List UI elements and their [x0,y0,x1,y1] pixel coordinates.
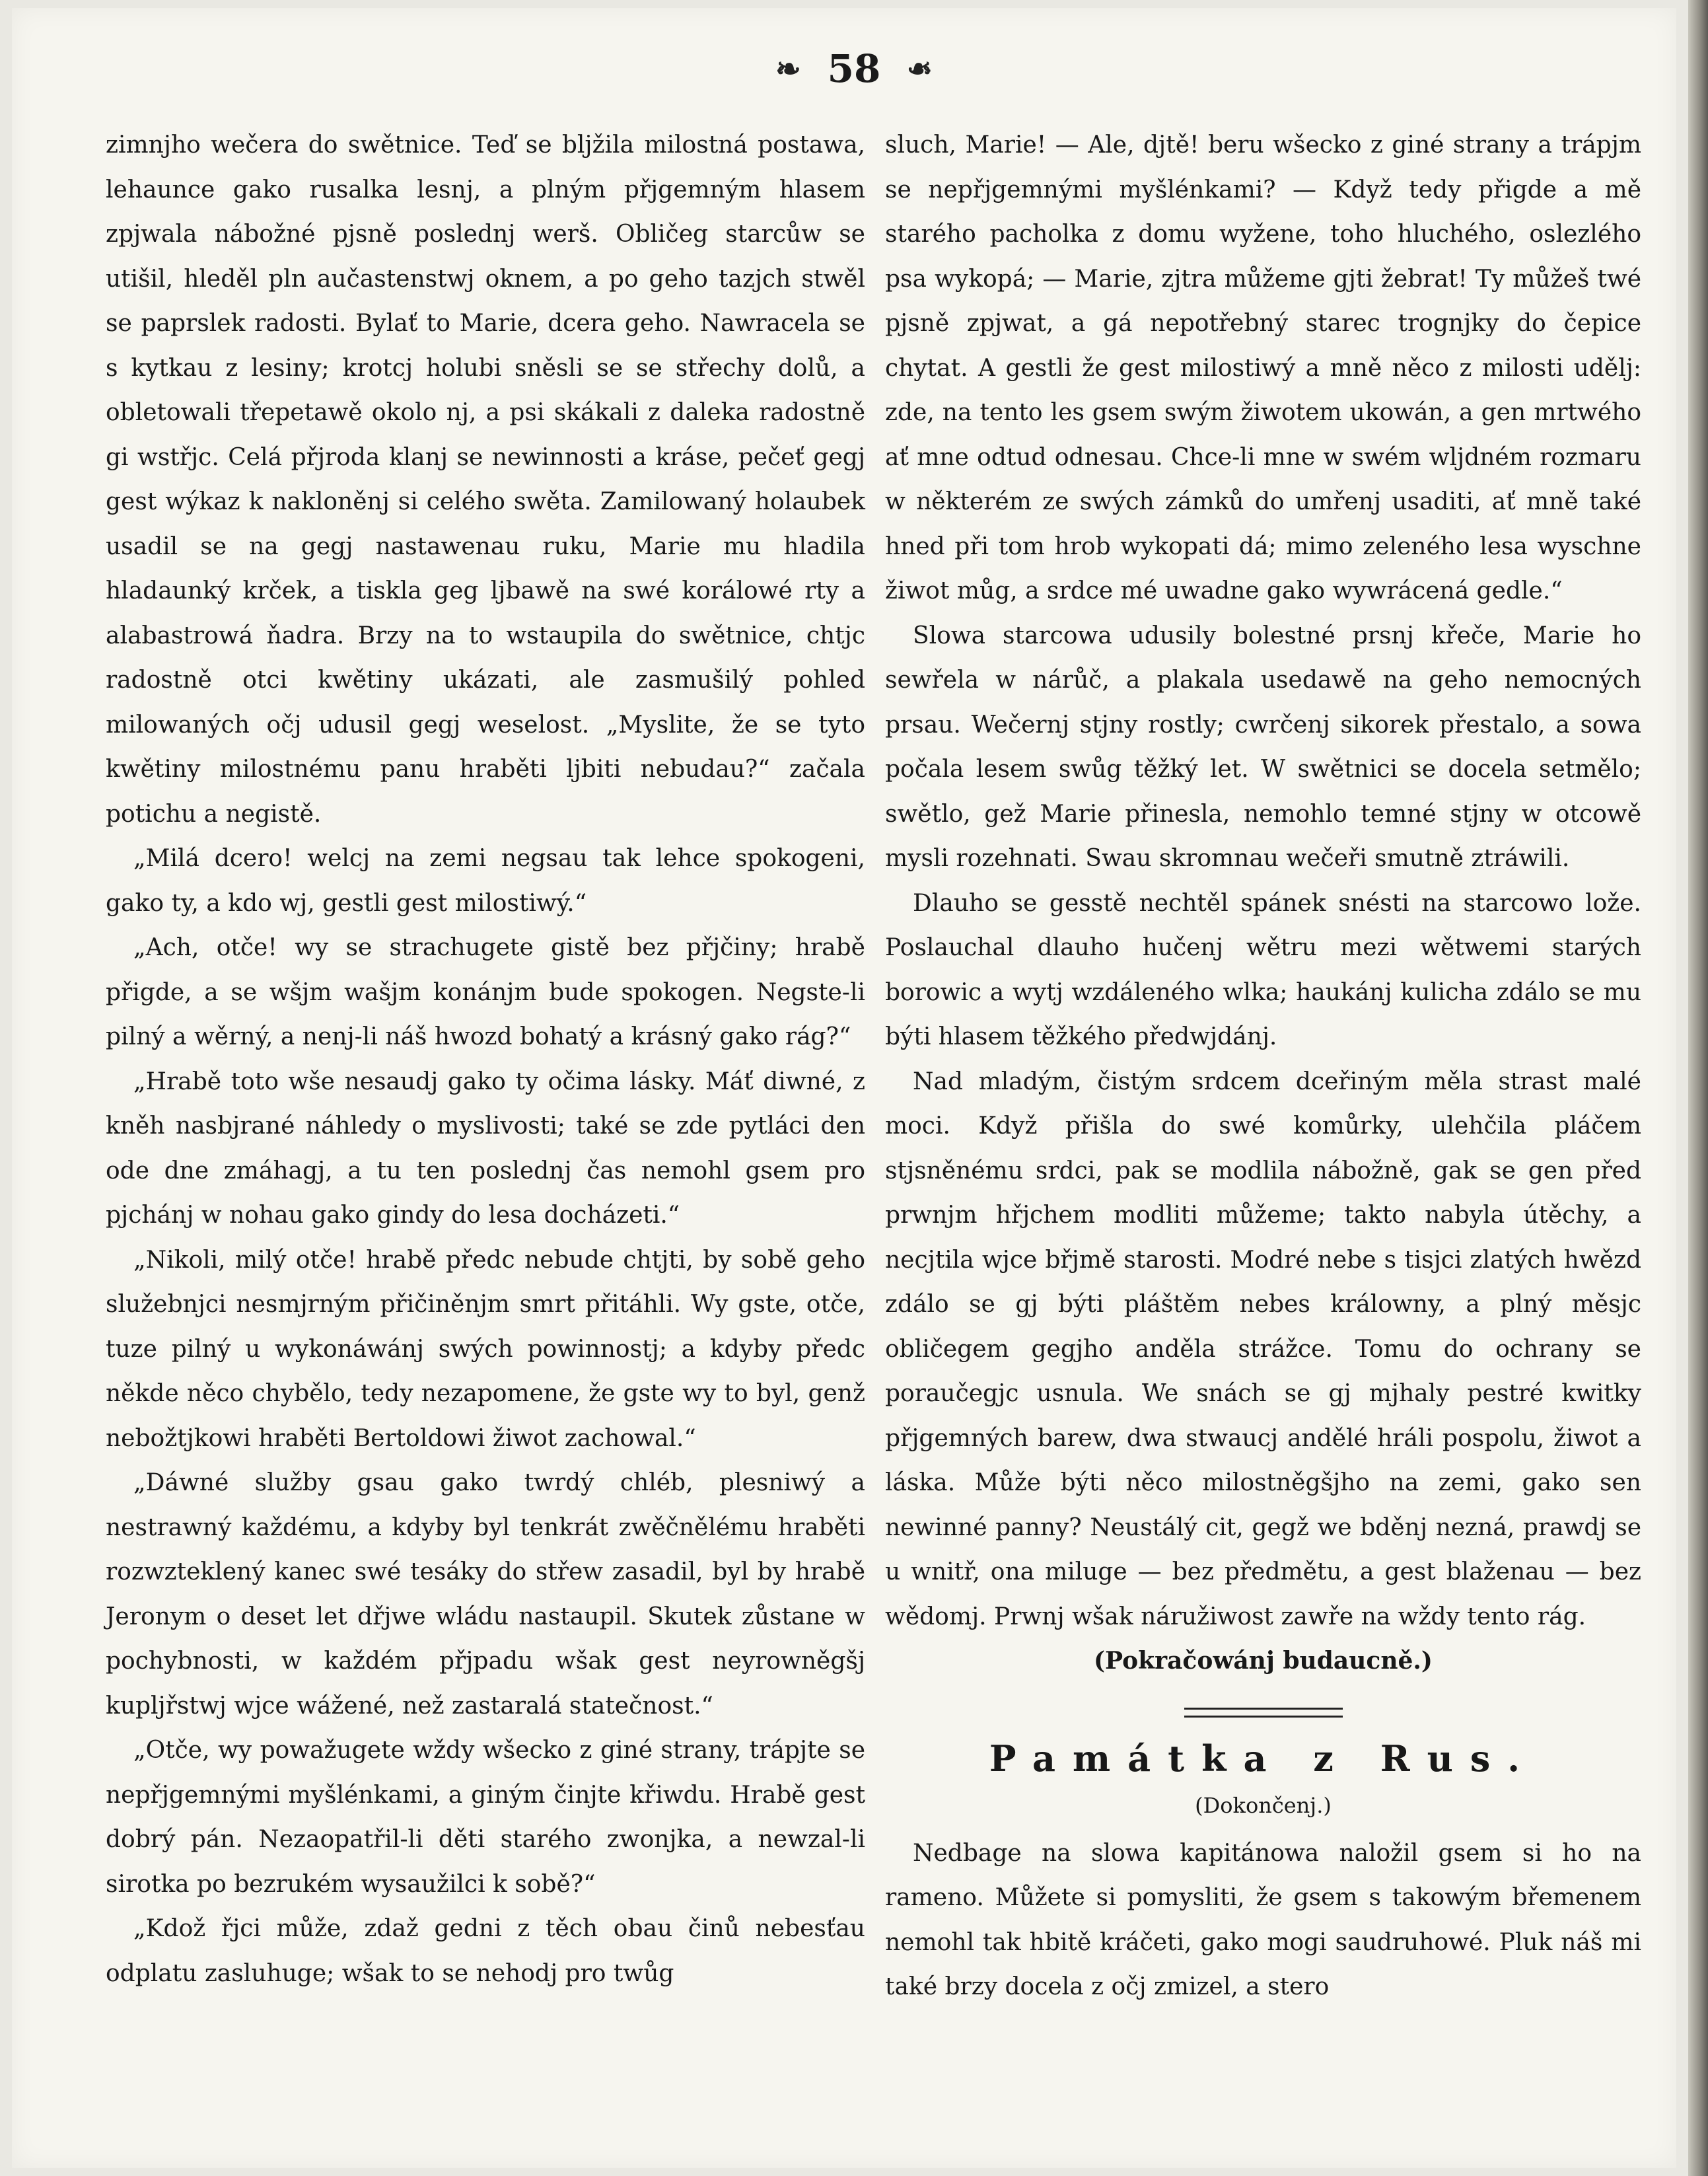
paragraph: sluch, Marie! — Ale, djtě! beru wšecko z giné strany a trápjm se nepřjgemnými myšlénkami? — Když tedy přigde a mě starého pacholka z domu wyžene, toho hluchého, oslezlého psa wykopá; — Marie, zjtra můžeme gjti žebrat! Ty můžeš twé pjsně zpjwat, a gá nepotřebný starec trognjky do čepice chytat. A gestli že gest milostiwý a mně něco z milosti udělj: zde, na tento les gsem swým žiwotem ukowán, a gen mrtwého ať mne odtud odnesau. Chce-li mne w swém wljdném rozmaru w některém ze swých zámků do umřenj usaditi, ať mně také hned při tom hrob wykopati dá; mimo zeleného lesa wyschne žiwot můg, a srdce mé uwadne gako wywrácená gedle.“ [885,131,1641,604]
section-divider [1184,1708,1343,1718]
page-header [0,46,1708,91]
section-title: Památka z Rus. [989,1737,1538,1780]
paragraph: „Milá dcero! welcj na zemi negsau tak lehce spokogeni, gako ty, a kdo wj, gestli gest milostiwý.“ [106,845,865,917]
paragraph: „Nikoli, milý otče! hrabě předc nebude chtjti, by sobě geho služebnjci nesmjrným přičiněnjm smrt přitáhli. Wy gste, otče, tuze pilný u wykonáwánj swých powinnostj; a kdyby předc někde něco chybělo, tedy nezapomene, že gste wy to byl, genž nebožtjkowi hraběti Bertoldowi žiwot zachowal.“ [106,1246,865,1452]
section-subtitle: (Dokončenj.) [1195,1792,1332,1818]
paragraph: „Kdož řjci může, zdaž gedni z těch obau činů nebesťau odplatu zasluhuge; wšak to se nehodj pro twůg [106,1915,865,1987]
paragraph: „Otče, wy powažugete wždy wšecko z giné strany, trápjte se nepřjgemnými myšlénkami, a giným činjte křiwdu. Hrabě gest dobrý pán. Nezaopatřil-li děti starého zwonjka, a newzal-li sirotka po bezrukém wysaužilci k sobě?“ [106,1737,865,1898]
paragraph: „Dáwné služby gsau gako twrdý chléb, plesniwý a nestrawný každému, a kdyby byl tenkrát zwěčnělému hraběti rozwzteklený kanec swé tesáky do střew zasadil, byl by hrabě Jeronym o deset let dřjwe wládu nastaupil. Skutek zůstane w pochybnosti, w každém přjpadu wšak gest neyrowněgšj kupljřstwj wjce wážené, než zastaralá statečnost.“ [106,1469,865,1720]
paragraph: zimnjho wečera do swětnice. Teď se bljžila milostná postawa, lehaunce gako rusalka lesnj, a plným přjgemným hlasem zpjwala nábožné pjsně poslednj werš. Obličeg starcůw se utišil, hleděl pln aučastenstwj oknem, a po geho tazjch stwěl se paprslek radosti. Bylať to Marie, dcera geho. Nawracela se s kytkau z lesiny; krotcj holubi sněsli se se střechy dolů, a obletowali třepetawě okolo nj, a psi skákali z daleka radostně gi wstřjc. Celá přjroda klanj se newinnosti a kráse, pečeť gegj gest wýkaz k nakloněnj si celého swěta. Zamilowaný holaubek usadil se na gegj nastawenau ruku, Marie mu hladila hladaunký krček, a tiskla geg ljbawě na swé korálowé rty a alabastrowá ňadra. Brzy na to wstaupila do swětnice, chtjc radostně otci kwětiny ukázati, ale zasmušilý pohled milowaných očj udusil gegj weselost. „Myslite, že se tyto kwětiny milostnému panu hraběti ljbiti nebudau?“ začala potichu a negistě. [106,131,865,828]
paragraph: „Hrabě toto wše nesaudj gako ty očima lásky. Máť diwné, z kněh nasbjrané náhledy o myslivosti; také se zde pytláci den ode dne zmáhagj, a tu ten poslednj čas nemohl gsem pro pjchánj w nohau gako gindy do lesa docházeti.“ [106,1068,865,1229]
left-ornament-icon: ❧ [775,51,801,87]
right-column [885,123,1641,2010]
to-be-continued-note: (Pokračowánj budaucně.) [1094,1647,1433,1675]
paragraph: „Ach, otče! wy se strachugete gistě bez přjčiny; hrabě přigde, a se wšjm wašjm konánjm bude spokogen. Negste-li pilný a wěrný, a nenj-li náš hwozd bohatý a krásný gako rág?“ [106,934,865,1050]
left-column [106,123,865,1996]
paragraph: Slowa starcowa udusily bolestné prsnj křeče, Marie ho sewřela w nárůč, a plakala usedawě na geho nemocných prsau. Wečernj stjny rostly; cwrčenj sikorek přestalo, a sowa počala lesem swůg těžký let. W swětnici se docela setmělo; swětlo, gež Marie přinesla, nemohlo temné stjny w otcowě mysli rozehnati. Swau skromnau wečeři smutně ztráwili. [885,622,1641,872]
paragraph: Nad mladým, čistým srdcem dceřiným měla strast malé moci. Když přišla do swé komůrky, ulehčila pláčem stjsněnému srdci, pak se modlila nábožně, gak se gen před prwnjm hřjchem modliti můžeme; takto nabyla útěchy, a necjtila wjce břjmě starosti. Modré nebe s tisjci zlatých hwězd zdálo se gj býti pláštěm nebes králowny, a plný měsjc obličegem gegjho anděla strážce. Tomu do ochrany se poraučegjc usnula. We snách se gj mjhaly pestré kwitky přjgemných barew, dwa stwaucj andělé hráli pospolu, žiwot a láska. Může býti něco milostněgšjho na zemi, gako sen newinné panny? Neustálý cit, gegž we bděnj nezná, prawdj se u wnitř, ona miluge — bez předmětu, a gest blaženau — bez wědomj. Prwnj wšak náružiwost zawře na wždy tento rág. [885,1068,1641,1630]
paragraph: Dlauho se gesstě nechtěl spánek snésti na starcowo lože. Poslauchal dlauho hučenj wětru mezi wětwemi starých borowic a wytj wzdáleného wlka; haukánj kulicha zdálo se mu býti hlasem těžkého předwjdánj. [885,889,1641,1050]
right-ornament-icon: ❧ [907,51,933,87]
paragraph: Nedbage na slowa kapitánowa naložil gsem si ho na rameno. Můžete si pomysliti, že gsem s takowým břemenem nemohl tak hbitě kráčeti, gako mogi saudruhowé. Pluk náš mi také brzy docela z očj zmizel, a stero [885,1839,1641,2000]
page-edge-shadow [1688,0,1708,2176]
page-number: 58 [827,46,881,91]
